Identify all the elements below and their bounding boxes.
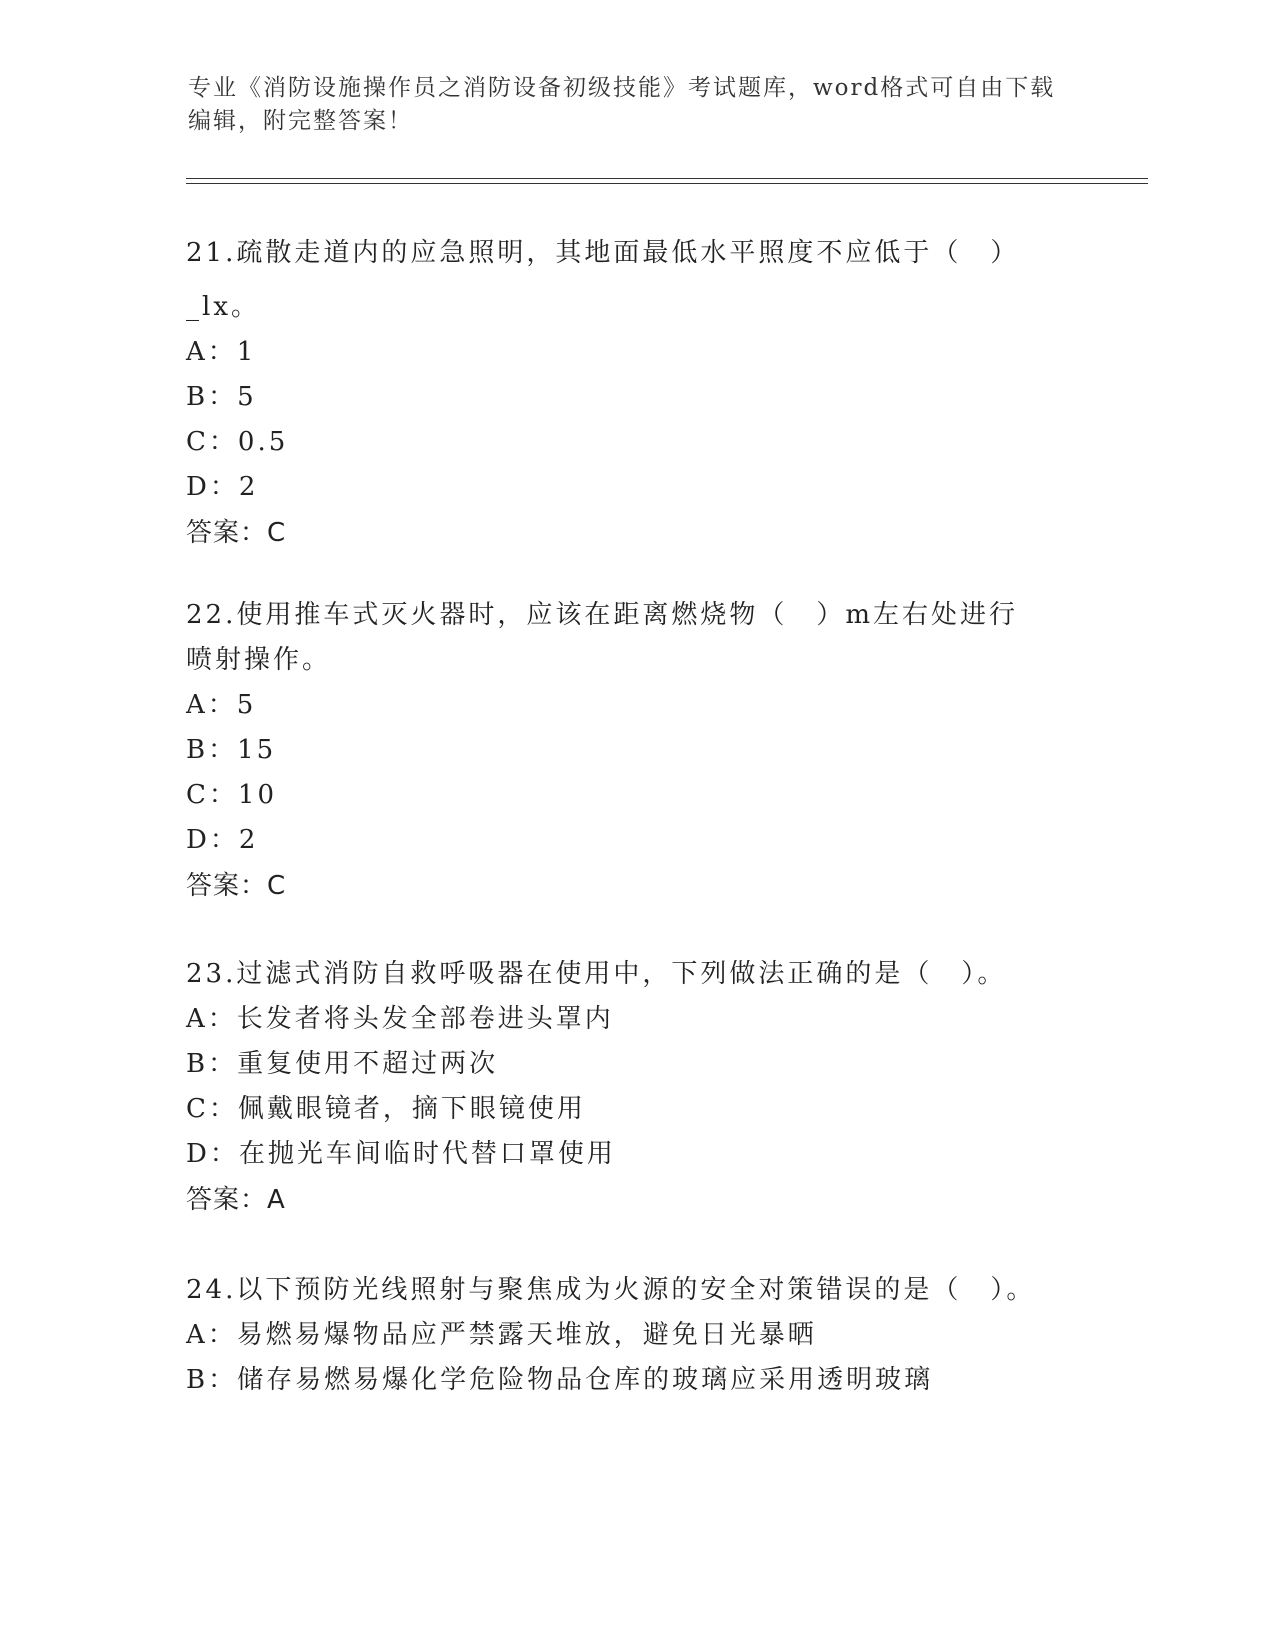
option-key: D： <box>186 825 239 855</box>
option-key: C： <box>186 427 238 457</box>
option-text: 5 <box>237 382 257 412</box>
option-b <box>186 1358 1066 1403</box>
option-a <box>186 683 1066 728</box>
header-divider-bottom <box>186 183 1148 184</box>
option-a <box>186 1313 1066 1358</box>
option-key: A： <box>186 1004 237 1034</box>
option-text: 在抛光车间临时代替口罩使用 <box>238 1139 616 1169</box>
question-21 <box>186 226 1066 556</box>
option-b <box>186 728 1066 773</box>
option-text: 10 <box>237 780 277 810</box>
option-c <box>186 773 1066 818</box>
option-d <box>186 465 1066 510</box>
option-text: 5 <box>236 690 257 720</box>
answer: 答案：C <box>186 518 287 548</box>
option-key: C： <box>186 1094 238 1124</box>
option-text: 1 <box>236 337 257 367</box>
question-24 <box>186 1268 1066 1403</box>
answer: 答案：C <box>186 871 287 901</box>
option-key: B： <box>186 382 238 412</box>
option-d <box>186 1132 1066 1177</box>
option-key: A： <box>186 1320 237 1350</box>
option-c <box>186 1087 1066 1132</box>
option-text: 0.5 <box>237 427 289 457</box>
question-stem: 24.以下预防光线照射与聚焦成为火源的安全对策错误的是（ ）。 <box>186 1275 1036 1305</box>
option-key: B： <box>186 1365 238 1395</box>
option-text: 易燃易爆物品应严禁露天堆放，避免日光暴晒 <box>236 1320 817 1350</box>
question-23 <box>186 952 1066 1223</box>
option-d <box>186 818 1066 863</box>
option-key: B： <box>186 735 238 765</box>
option-key: A： <box>186 337 237 367</box>
option-text: 2 <box>238 472 259 502</box>
header-divider-top <box>186 178 1148 179</box>
option-key: D： <box>186 472 239 502</box>
question-stem: 23.过滤式消防自救呼吸器在使用中，下列做法正确的是（ ）。 <box>186 959 1007 989</box>
option-c <box>186 420 1066 465</box>
question-22 <box>186 593 1066 909</box>
option-text: 重复使用不超过两次 <box>237 1049 499 1079</box>
option-key: B： <box>186 1049 238 1079</box>
question-stem: 21.疏散走道内的应急照明，其地面最低水平照度不应低于（ ）_lx。 <box>186 238 1020 322</box>
option-a <box>186 330 1066 375</box>
option-key: D： <box>186 1139 239 1169</box>
option-key: C： <box>186 780 238 810</box>
option-key: A： <box>186 690 237 720</box>
option-b <box>186 1042 1066 1087</box>
option-text: 15 <box>237 735 277 765</box>
option-text: 2 <box>238 825 259 855</box>
question-stem: 22.使用推车式灭火器时，应该在距离燃烧物（ ）m左右处进行喷射操作。 <box>186 600 1019 675</box>
option-text: 长发者将头发全部卷进头罩内 <box>236 1004 614 1034</box>
option-text: 佩戴眼镜者，摘下眼镜使用 <box>237 1094 586 1124</box>
option-text: 储存易燃易爆化学危险物品仓库的玻璃应采用透明玻璃 <box>237 1365 934 1395</box>
option-a <box>186 997 1066 1042</box>
answer: 答案：A <box>186 1185 286 1215</box>
document-header: 专业《消防设施操作员之消防设备初级技能》考试题库，word格式可自由下载编辑，附完整答案！ <box>188 75 1056 134</box>
option-b <box>186 375 1066 420</box>
